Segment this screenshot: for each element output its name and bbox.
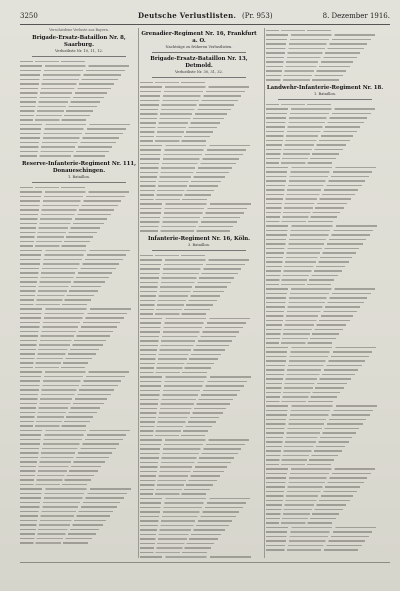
section-subtitle: Verlustliste Nr. 10, 11, 12. xyxy=(55,49,103,54)
footer-rule xyxy=(20,562,390,563)
casualty-entry xyxy=(266,78,384,83)
section-title: Grenadier-Regiment Nr. 16, Frankfurt a. O. xyxy=(141,31,257,44)
publication-title: Deutsche Verlustlisten. xyxy=(138,11,237,20)
issue-number: (Pr. 953) xyxy=(242,12,273,20)
section-subtitle: 1. Bataillon. xyxy=(313,92,336,96)
column-divider xyxy=(264,28,265,558)
section-subtitle: Nachträge zu früheren Verlustlisten. xyxy=(165,45,233,49)
section-rule xyxy=(32,182,126,183)
section-title: Brigade-Ersatz-Bataillon Nr. 13, Detmold. xyxy=(150,56,248,69)
casualty-list xyxy=(140,253,258,558)
column-left xyxy=(20,28,138,558)
section-subtitle: 1. Bataillon. xyxy=(67,175,90,180)
section-subtitle: 3. Bataillon. xyxy=(187,243,210,247)
section-rule xyxy=(152,250,246,251)
casualty-list xyxy=(266,102,384,552)
section-rule xyxy=(278,99,372,100)
column-divider xyxy=(138,28,139,558)
section-rule xyxy=(152,52,246,53)
column-right xyxy=(266,28,384,558)
casualty-entry xyxy=(20,154,138,159)
column-note: Verschiedene Verluste aus Bayern. xyxy=(49,28,109,32)
casualty-entry xyxy=(140,229,258,234)
section-title: Reserve-Infanterie-Regiment Nr. 111, Donaueschingen. xyxy=(22,161,136,175)
casualty-entry xyxy=(20,541,138,546)
header-rule xyxy=(20,24,390,25)
section-title: Infanterie-Regiment Nr. 16, Köln. xyxy=(147,236,251,242)
issue-date: 8. Dezember 1916. xyxy=(322,12,390,20)
section-subtitle: Verlustliste Nr. 30, 31, 32. xyxy=(175,70,223,74)
section-title: Landwehr-Infanterie-Regiment Nr. 18. xyxy=(266,85,384,91)
casualty-list xyxy=(140,80,258,233)
casualty-list xyxy=(266,28,384,82)
casualty-entry xyxy=(140,555,258,559)
section-rule xyxy=(152,77,246,78)
section-rule xyxy=(32,56,126,57)
section-title: Brigade-Ersatz-Bataillon Nr. 8, Saarburg. xyxy=(32,35,126,49)
page-header xyxy=(20,10,390,22)
page-number: 3250 xyxy=(20,12,38,20)
casualty-entry xyxy=(266,548,384,553)
column-middle xyxy=(140,28,258,558)
casualty-list xyxy=(20,185,138,545)
casualty-list xyxy=(20,59,138,158)
